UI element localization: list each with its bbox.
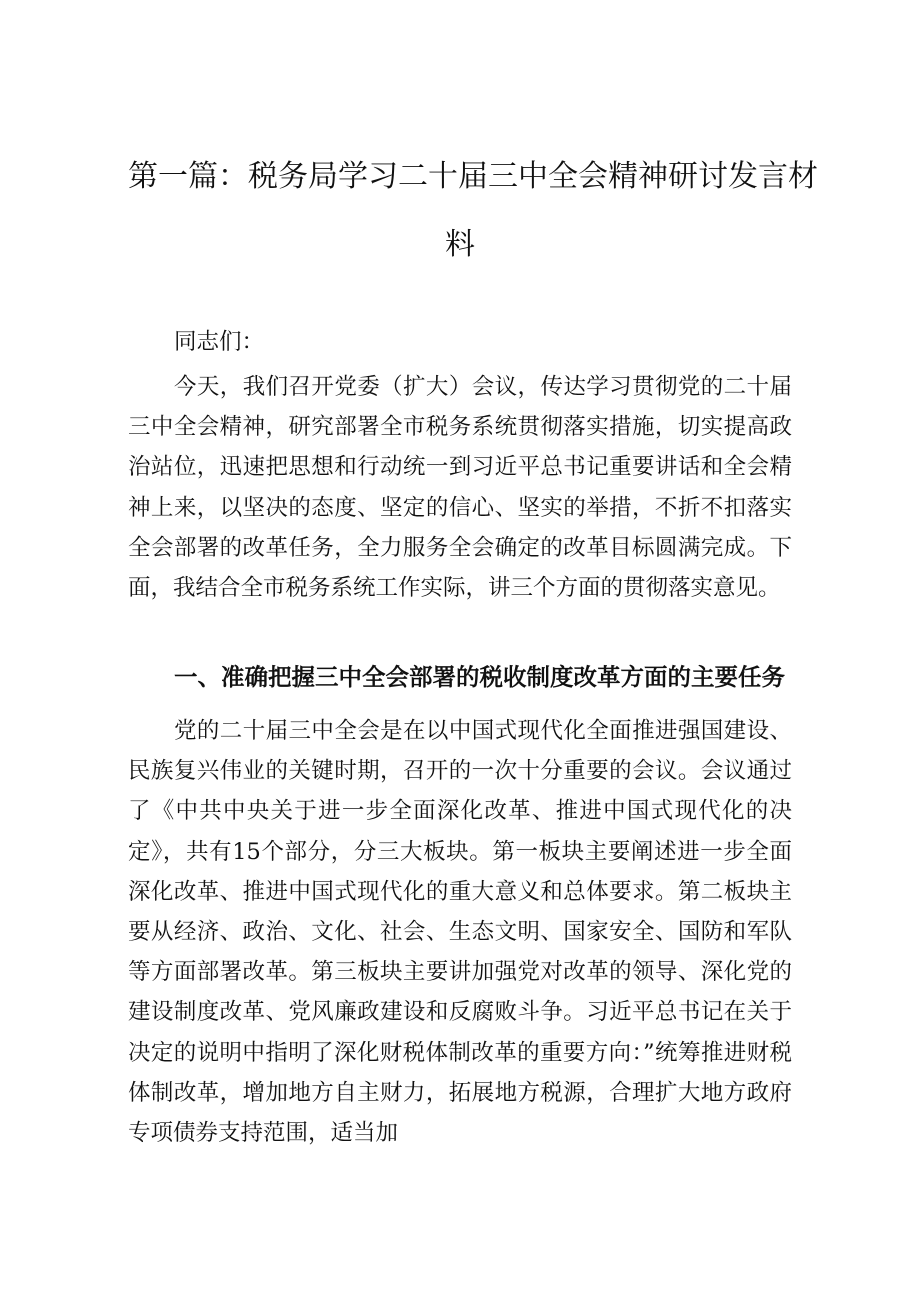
paragraph-intro: 今天，我们召开党委（扩大）会议，传达学习贯彻党的二十届三中全会精神，研究部署全市税务系统贯彻落实措施，切实提高政治站位，迅速把思想和行动统一到习近平总书记重要讲话和全会精神上来，以坚决的态度、坚定的信心、坚实的举措，不折不扣落实全会部署的改革任务，全力服务全会确定的改革目标圆满完成。下面，我结合全市税务系统工作实际，讲三个方面的贯彻落实意见。: [128, 374, 792, 602]
section-heading-1: 一、准确把握三中全会部署的税收制度改革方面的主要任务: [174, 663, 785, 691]
document-title-line-1: 第一篇：税务局学习二十届三中全会精神研讨发言材: [128, 159, 818, 194]
salutation: 同志们：: [174, 329, 265, 355]
paragraph-section-1: 党的二十届三中全会是在以中国式现代化全面推进强国建设、民族复兴伟业的关键时期，召开的一次十分重要的会议。会议通过了《中共中央关于进一步全面深化改革、推进中国式现代化的决定》，共有15个部分，分三大板块。第一板块主要阐述进一步全面深化改革、推进中国式现代化的重大意义和总体要求。第二板块主要从经济、政治、文化、社会、生态文明、国家安全、国防和军队等方面部署改革。第三板块主要讲加强党对改革的领导、深化党的建设制度改革、党风廉政建设和反腐败斗争。习近平总书记在关于决定的说明中指明了深化财税体制改革的重要方向：”统筹推进财税体制改革，增加地方自主财力，拓展地方税源，合理扩大地方政府专项债券支持范围，适当加: [128, 718, 792, 1147]
document-title-line-2: 料: [445, 227, 475, 262]
